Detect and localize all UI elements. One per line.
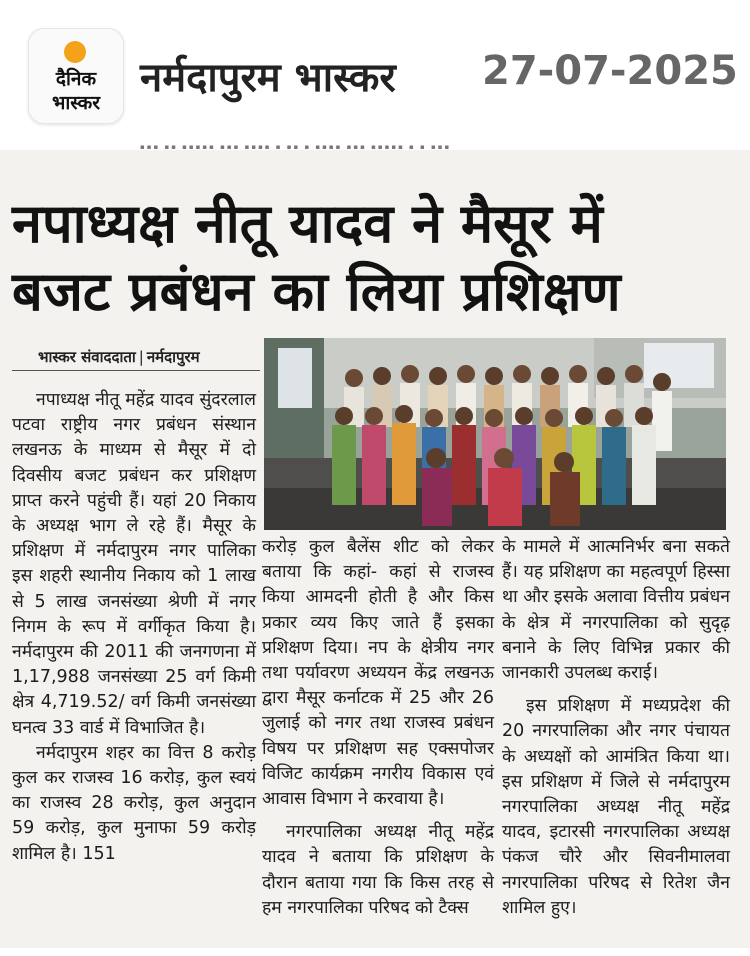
edition-date: 27-07-2025 [482, 48, 738, 94]
byline-reporter: भास्कर संवाददाता [38, 348, 136, 366]
group-photo [264, 338, 726, 530]
headline-line2: बजट प्रबंधन का लिया प्रशिक्षण [12, 260, 621, 323]
article-headline [12, 190, 742, 326]
sun-icon [64, 41, 86, 63]
col1-paragraph-1: नपाध्यक्ष नीतू महेंद्र यादव सुंदरलाल पटवा राष्ट्रीय नगर प्रबंधन संस्थान लखनऊ के माध्यम से मैसूर में दो दिवसीय बजट प्रबंधन कर प्रशिक्षण प्राप्त करने पहुंची हैं। यहां 20 निकाय के अध्यक्ष भाग ले रहे हैं। मैसूर के प्रशिक्षण में नर्मदापुरम नगर पालिका इस शहरी स्थानीय निकाय को 1 लाख से 5 लाख जनसंख्या श्रेणी में नगर निगम के रूप में वर्गीकृत किया है। नर्मदापुरम की 2011 की जनगणना में 1,17,988 जनसंख्या 25 वर्ग किमी क्षेत्र 4,719.52/ वर्ग किमी जनसंख्या घनत्व 33 वार्ड में विभाजित है। [12, 390, 256, 738]
cropped-previous-text: ▪▪▪ ▪▪ ▪▪▪▪▪ ▪▪▪ ▪▪▪▪ ▪ ▪▪ ▪ ▪▪▪▪ ▪▪▪ ▪▪▪▪▪ ▪ ▪ ▪▪▪ [140, 143, 452, 151]
logo-line1: दैनिक [55, 68, 97, 90]
header-bar [0, 0, 750, 150]
article-column-3 [502, 535, 730, 921]
bottom-edge [0, 948, 750, 956]
dainik-bhaskar-logo [28, 28, 124, 124]
col3-paragraph-1: के मामले में आत्मनिर्भर बना सकते हैं। यह प्रशिक्षण का महत्वपूर्ण हिस्सा था और इसके अलावा वित्तीय प्रबंधन के क्षेत्र में नगरपालिका को सुदृढ़ बनाने के लिए विभिन्न प्रकार की जानकारी उपलब्ध कराई। [502, 537, 730, 684]
article-column-2 [262, 535, 494, 921]
article-column-1 [12, 388, 256, 867]
byline-place: नर्मदापुरम [146, 348, 200, 366]
col3-paragraph-2: इस प्रशिक्षण में मध्यप्रदेश की 20 नगरपालिका और नगर पंचायत के अध्यक्षों को आमंत्रित किया था। इस प्रशिक्षण में जिले से नर्मदापुरम नगरपालिका अध्यक्ष नीतू महेंद्र यादव, इटारसी नगरपालिका अध्यक्ष पंकज चौरे और सिवनीमालवा नगरपालिका परिषद से रितेश जैन शामिल हुए। [502, 696, 730, 918]
edition-title: नर्मदापुरम भास्कर [140, 55, 396, 101]
byline-rule [12, 370, 260, 371]
col1-paragraph-2: नर्मदापुरम शहर का वित्त 8 करोड़ कुल कर राजस्व 16 करोड़, कुल स्वयं का राजस्व 28 करोड़, कुल अनुदान 59 करोड़, कुल मुनाफा 59 करोड़ शामिल है। 151 [12, 742, 256, 864]
byline-separator: | [138, 348, 144, 366]
headline-line1: नपाध्यक्ष नीतू यादव ने मैसूर में [12, 192, 603, 255]
col2-paragraph-1: करोड़ कुल बैलेंस शीट को लेकर बताया कि कहां- कहां से राजस्व किया आमदनी होती है और किस प्रकार व्यय किए जाते हैं इसका प्रशिक्षण दिया। नप के क्षेत्रीय नगर तथा पर्यावरण अध्ययन केंद्र लखनऊ द्वारा मैसूर कर्नाटक में 25 और 26 जुलाई को नगर तथा राजस्व प्रबंधन विषय पर प्रशिक्षण सह एक्सपोजर विजिट कार्यक्रम नगरीय विकास एवं आवास विभाग ने करवाया है। [262, 537, 494, 810]
group-photo-illustration [264, 338, 726, 530]
logo-line2: भास्कर [51, 92, 101, 114]
col2-paragraph-2: नगरपालिका अध्यक्ष नीतू महेंद्र यादव ने बताया कि प्रशिक्षण के दौरान बताया गया कि किस तरह से हम नगरपालिका परिषद को टैक्स [262, 822, 494, 918]
byline [38, 347, 200, 367]
